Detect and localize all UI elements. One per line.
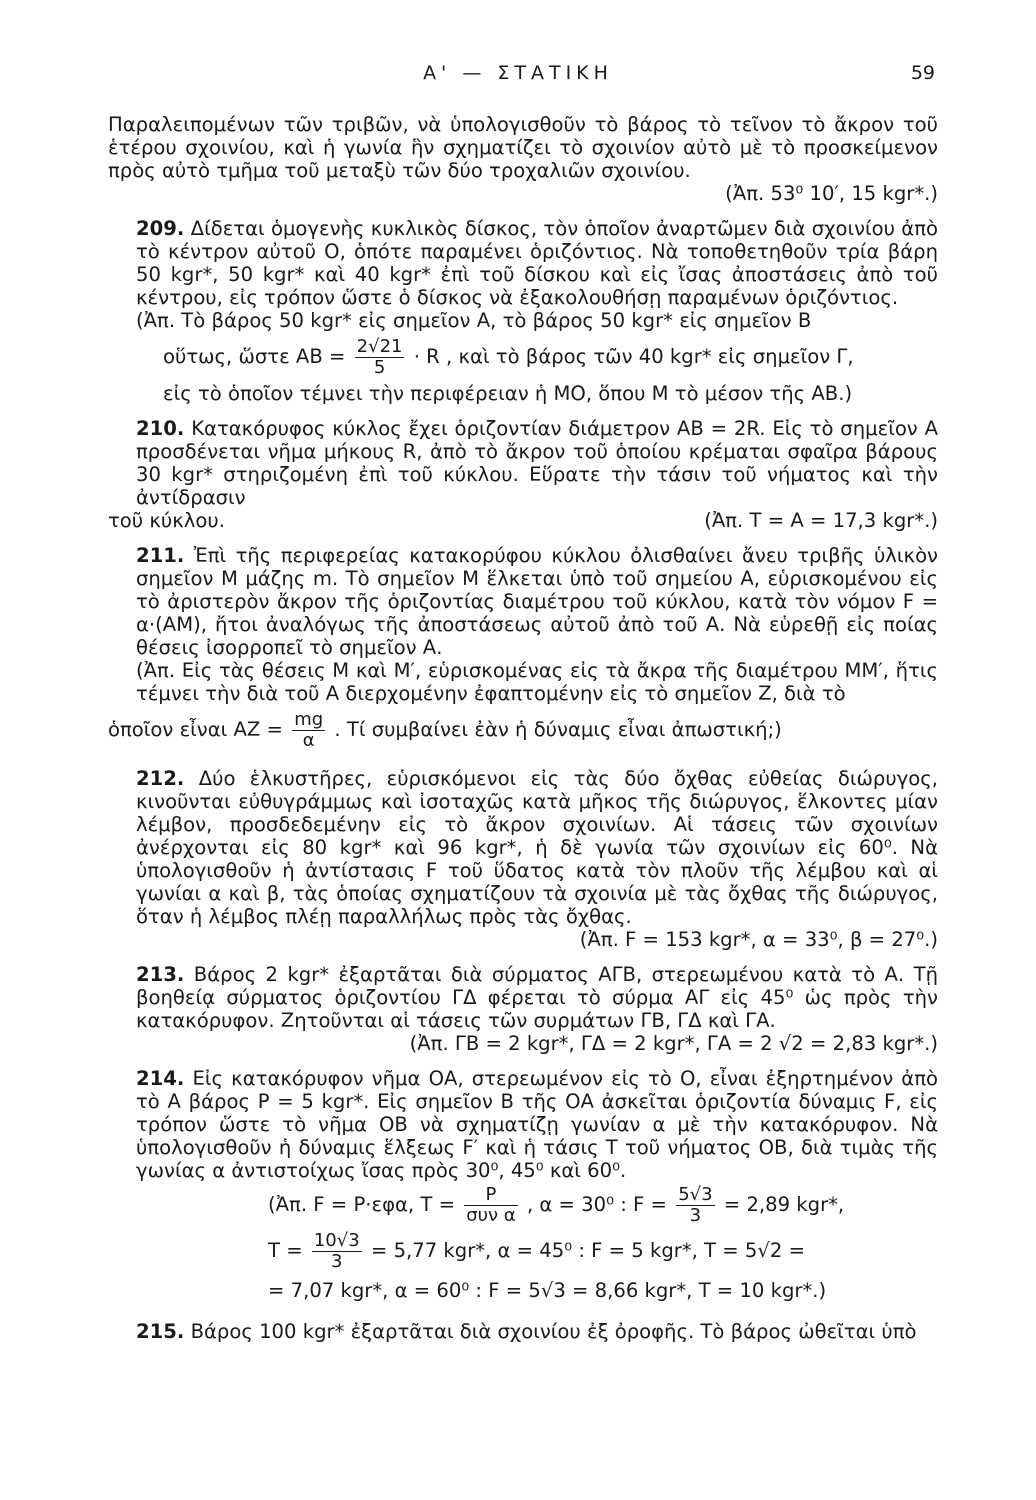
problem-213: [108, 963, 938, 1032]
answer-text: , α = 30⁰ : F =: [526, 1193, 667, 1216]
problem-number: 211.: [136, 544, 185, 567]
problem-210: [108, 417, 938, 509]
problem-211-text: Ἐπὶ τῆς περιφερείας κατακορύφου κύκλου ὀλισθαίνει ἄνευ τριβῆς ὑλικὸν σημεῖον Μ μάζης m. Τὸ σημεῖον Μ ἕλκεται ὑπὸ τοῦ σημείου Α, εὑρισκομένου εἰς τὸ ἀριστερὸν ἄκρον τῆς ὁριζοντίας διαμέτρου τοῦ κύκλου, κατὰ τὸν νόμον F = α·(ΑΜ), ἤτοι ἀναλόγως τῆς ἀποστάσεως αὐτοῦ ἀπὸ τοῦ Α. Νὰ εὑρεθῇ εἰς ποίας θέσεις ἰσορροπεῖ τὸ σημεῖον Α.: [136, 544, 939, 659]
problem-209-answer-line1: (Ἀπ. Τὸ βάρος 50 kgr* εἰς σημεῖον Α, τὸ βάρος 50 kgr* εἰς σημεῖον Β: [136, 309, 812, 332]
problem-211-answer: (Ἀπ. Εἰς τὰς θέσεις Μ καὶ Μ′, εὑρισκομένας εἰς τὰ ἄκρα τῆς διαμέτρου ΜΜ′, ἥτις τέμνει τὴν διὰ τοῦ Α διερχομένην ἐφαπτομένην εἰς τὸ σημεῖον Ζ, διὰ τὸ: [136, 659, 938, 705]
problem-212: [108, 767, 938, 928]
body-text: [108, 113, 938, 1343]
problem-210-answer: (Ἀπ. Τ = Α = 17,3 kgr*.): [704, 509, 938, 532]
fraction: [292, 710, 325, 751]
answer-text: ὁποῖον εἶναι ΑΖ =: [108, 718, 283, 741]
fraction-denominator: συν α: [466, 1205, 516, 1226]
fraction: [355, 337, 405, 378]
problem-214-answer-line2: [108, 1228, 938, 1274]
problem-number: 209.: [136, 217, 185, 240]
problem-number: 212.: [136, 767, 185, 790]
problem-208-answer: (Ἀπ. 53⁰ 10′, 15 kgr*.): [725, 182, 938, 205]
problem-211-answer-formula: [108, 705, 938, 755]
problem-209-answer-line3: εἰς τὸ ὁποῖον τέμνει τὴν περιφέρειαν ἡ ΜΟ, ὅπου Μ τὸ μέσον τῆς ΑΒ.): [163, 382, 853, 405]
answer-text: . Τί συμβαίνει ἐὰν ἡ δύναμις εἶναι ἀπωστική;): [334, 718, 782, 741]
fraction-numerator: 10√3: [313, 1230, 360, 1251]
fraction-numerator: P: [464, 1185, 517, 1206]
answer-text: · R , καὶ τὸ βάρος τῶν 40 kgr* εἰς σημεῖον Γ,: [413, 345, 854, 368]
problem-213-text: Βάρος 2 kgr* ἐξαρτᾶται διὰ σύρματος ΑΓΒ, στερεωμένου κατὰ τὸ Α. Τῇ βοηθείᾳ σύρματος ὁριζοντίου ΓΔ φέρεται τὸ σύρμα ΑΓ εἰς 45⁰ ὡς πρὸς τὴν κατακόρυφον. Ζητοῦνται αἱ τάσεις τῶν συρμάτων ΓΒ, ΓΔ καὶ ΓΑ.: [136, 963, 938, 1032]
problem-209-text: Δίδεται ὁμογενὴς κυκλικὸς δίσκος, τὸν ὁποῖον ἀναρτῶμεν διὰ σχοινίου ἀπὸ τὸ κέντρον αὐτοῦ Ο, ὁπότε παραμένει ὁριζόντιος. Νὰ τοποθετηθοῦν τρία βάρη 50 kgr*, 50 kgr* καὶ 40 kgr* ἐπὶ τοῦ δίσκου καὶ εἰς ἴσας ἀποστάσεις ἀπὸ τοῦ κέντρου, εἰς τρόπον ὥστε ὁ δίσκος νὰ ἐξακολουθήσῃ παραμένων ὁριζόντιος.: [136, 217, 938, 309]
answer-text: = 5,77 kgr*, α = 45⁰ : F = 5 kgr*, T = 5√2 =: [370, 1239, 805, 1262]
fraction-numerator: 2√21: [356, 336, 403, 357]
answer-text: = 2,89 kgr*,: [723, 1193, 845, 1216]
fraction: [312, 1231, 362, 1272]
answer-text: οὕτως, ὥστε ΑΒ =: [163, 345, 346, 368]
page-header: [0, 62, 1036, 88]
problem-211: [108, 544, 938, 659]
problem-215: [108, 1320, 938, 1343]
answer-text: (Ἀπ. F = P·εφα, T =: [268, 1193, 455, 1216]
problem-number: 215.: [136, 1320, 185, 1343]
problem-210-text: Κατακόρυφος κύκλος ἔχει ὁριζοντίαν διάμετρον ΑΒ = 2R. Εἰς τὸ σημεῖον Α προσδένεται νῆμα μήκους R, ἀπὸ τὸ ἄκρον τοῦ ὁποίου κρέμαται σφαῖρα βάρους 30 kgr* στηριζομένη ἐπὶ τοῦ κύκλου. Εὕρατε τὴν τάσιν τοῦ νήματος καὶ τὴν ἀντίδρασιν: [136, 417, 938, 509]
problem-214-answer-line1: [108, 1182, 938, 1228]
problem-210-last-text: τοῦ κύκλου.: [108, 509, 225, 532]
problem-214-text: Εἰς κατακόρυφον νῆμα ΟΑ, στερεωμένον εἰς τὸ Ο, εἶναι ἐξηρτημένον ἀπὸ τὸ Α βάρος P = 5 kgr*. Εἰς σημεῖον Β τῆς ΟΑ ἀσκεῖται ὁριζοντία δύναμις F, εἰς τρόπον ὥστε τὸ νῆμα ΟΒ νὰ σχηματίζῃ γωνίαν α μὲ τὴν κατακόρυφον. Νὰ ὑπολογισθοῦν ἡ δύναμις ἕλξεως F′ καὶ ἡ τάσις Τ τοῦ νήματος ΟΒ, διὰ τιμὰς τῆς γωνίας α ἀντιστοίχως ἴσας πρὸς 30⁰, 45⁰ καὶ 60⁰.: [136, 1067, 939, 1182]
problem-number: 210.: [136, 417, 185, 440]
answer-text: T =: [268, 1239, 303, 1262]
problem-number: 214.: [136, 1067, 185, 1090]
problem-214: [108, 1067, 938, 1182]
problem-209-answer-line2: [108, 332, 938, 382]
problem-number: 213.: [136, 963, 185, 986]
problem-208-text: Παραλειπομένων τῶν τριβῶν, νὰ ὑπολογισθοῦν τὸ βάρος τὸ τεῖνον τὸ ἄκρον τοῦ ἑτέρου σχοινίου, καὶ ἡ γωνία ἣν σχηματίζει τὸ σχοινίον αὐτὸ μὲ τὸ προσκείμενον πρὸς αὐτὸ τμῆμα τοῦ μεταξὺ τῶν δύο τροχαλιῶν σχοινίου.: [108, 113, 938, 182]
running-title: Α' — ΣΤΑΤΙΚΗ: [423, 62, 613, 84]
fraction-numerator: 5√3: [678, 1184, 713, 1205]
problem-212-text: Δύο ἑλκυστῆρες, εὑρισκόμενοι εἰς τὰς δύο ὄχθας εὐθείας διώρυγος, κινοῦνται εὐθυγράμμως καὶ ἰσοταχῶς κατὰ μῆκος τῆς διώρυγος, ἕλκοντες μίαν λέμβον, προσδεδεμένην εἰς τὸ ἄκρον σχοινίων. Αἱ τάσεις τῶν σχοινίων ἀνέρχονται εἰς 80 kgr* καὶ 96 kgr*, ἡ δὲ γωνία τῶν σχοινίων εἰς 60⁰. Νὰ ὑπολογισθοῦν ἡ ἀντίστασις F τοῦ ὕδατος κατὰ τὸν πλοῦν τῆς λέμβου καὶ αἱ γωνίαι α καὶ β, τὰς ὁποίας σχηματίζουν τὰ σχοινία μὲ τὰς ὄχθας τῆς διώρυγος, ὅταν ἡ λέμβος πλέῃ παραλλήλως πρὸς τὰς ὄχθας.: [136, 767, 938, 928]
problem-215-text: Βάρος 100 kgr* ἐξαρτᾶται διὰ σχοινίου ἐξ ὀροφῆς. Τὸ βάρος ὠθεῖται ὑπὸ: [190, 1320, 917, 1343]
problem-210-last-line: [108, 509, 938, 532]
fraction-denominator: 3: [689, 1205, 702, 1226]
problem-209: [108, 217, 938, 309]
fraction-numerator: mg: [294, 709, 324, 730]
fraction-denominator: 3: [331, 1251, 343, 1272]
problem-213-answer: (Ἀπ. ΓΒ = 2 kgr*, ΓΔ = 2 kgr*, ΓΑ = 2 √2 = 2,83 kgr*.): [409, 1032, 938, 1055]
fraction-denominator: 5: [373, 357, 386, 378]
page-number: 59: [910, 62, 935, 84]
fraction: [676, 1185, 714, 1226]
problem-212-answer: (Ἀπ. F = 153 kgr*, α = 33⁰, β = 27⁰.): [579, 928, 938, 951]
fraction: [464, 1185, 517, 1226]
fraction-denominator: α: [302, 730, 315, 751]
problem-214-answer-line3: = 7,07 kgr*, α = 60⁰ : F = 5√3 = 8,66 kgr*, T = 10 kgr*.): [268, 1279, 827, 1302]
